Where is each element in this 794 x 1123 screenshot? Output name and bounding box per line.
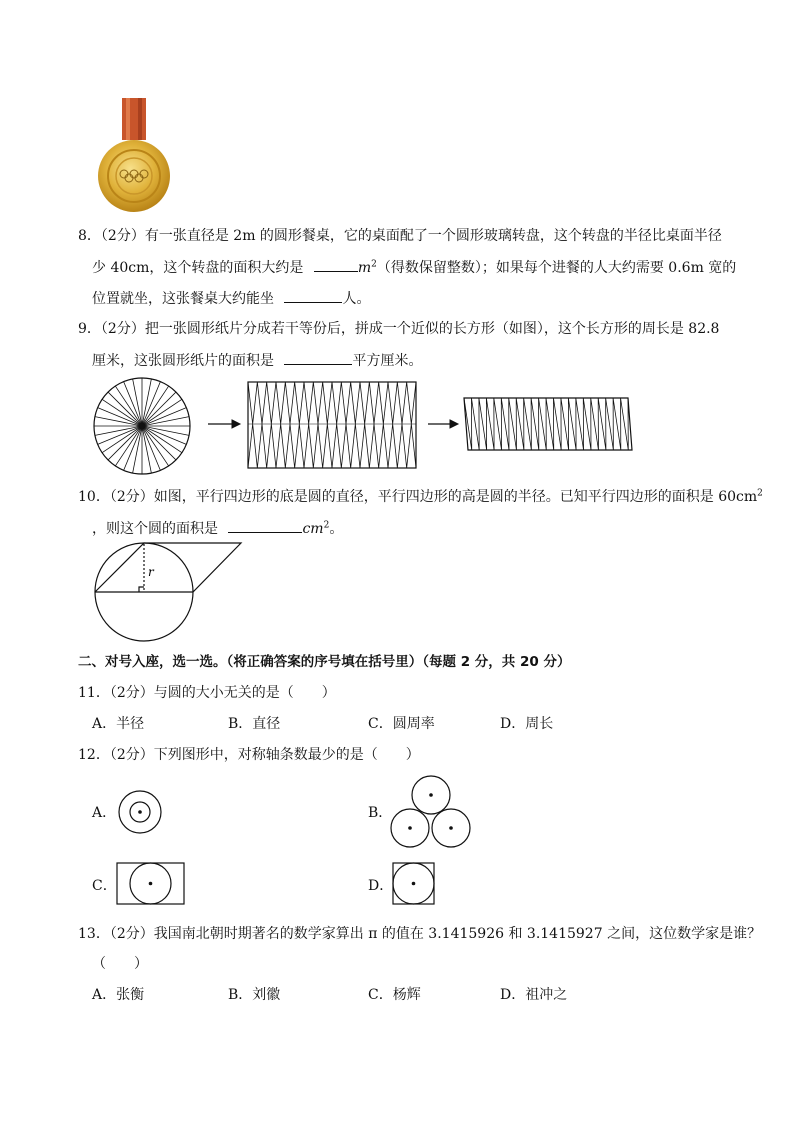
rearranged-parallelogram — [248, 382, 416, 468]
option-d[interactable]: D． — [368, 878, 394, 894]
question-score: （2分） — [109, 489, 154, 505]
option-b[interactable]: B．刘徽 — [228, 987, 281, 1003]
option-a[interactable]: A．张衡 — [92, 987, 145, 1003]
option-a-figure — [118, 790, 164, 836]
question-9-line-1 — [78, 319, 719, 339]
question-8-line-1 — [78, 226, 722, 246]
unit-superscript: 2 — [371, 259, 377, 270]
section-2-title: 二、对号入座，选一选。（将正确答案的序号填在括号里）（每题 2 分，共 20 分） — [78, 654, 571, 670]
circle-to-rectangle-figure — [92, 378, 632, 478]
question-12-stem — [78, 745, 420, 765]
unit-superscript: 2 — [757, 488, 763, 499]
answer-paren[interactable]: （ ） — [92, 956, 148, 972]
question-score: （2分） — [100, 321, 145, 337]
question-text: 。 — [329, 521, 344, 537]
question-10-line-1 — [78, 487, 763, 507]
question-score: （2分） — [109, 926, 154, 942]
unit-text: cm — [302, 521, 324, 537]
question-text: 厘米，这张圆形纸片的面积是 — [92, 353, 274, 369]
question-11-stem — [78, 683, 336, 703]
option-d[interactable]: D．周长 — [500, 716, 554, 732]
option-b[interactable]: B． — [368, 805, 393, 821]
question-text: 与圆的大小无关的是（ ） — [153, 685, 336, 701]
answer-blank[interactable] — [284, 350, 352, 365]
question-8-line-2 — [92, 257, 736, 278]
question-8-line-3 — [92, 288, 370, 309]
unit-text: m — [357, 260, 372, 276]
option-a[interactable]: A． — [92, 805, 117, 821]
question-13-stem — [78, 924, 761, 944]
option-c[interactable]: C．圆周率 — [368, 716, 435, 732]
question-text: ，则这个圆的面积是 — [92, 521, 218, 537]
question-10-line-2 — [92, 518, 343, 539]
option-a[interactable]: A．半径 — [92, 716, 145, 732]
arrow-icon — [208, 420, 240, 428]
question-text: 如图，平行四边形的底是圆的直径，平行四边形的高是圆的半径。已知平行四边形的面积是 60cm — [153, 489, 758, 505]
answer-blank[interactable] — [284, 288, 342, 303]
option-d[interactable]: D．祖冲之 — [500, 987, 568, 1003]
option-b[interactable]: B．直径 — [228, 716, 281, 732]
question-text: 我国南北朝时期著名的数学家算出 π 的值在 3.1415926 和 3.1415927 之间，这位数学家是谁？ — [153, 926, 762, 942]
option-c[interactable]: C． — [92, 878, 117, 894]
question-number: 13． — [78, 926, 110, 942]
question-text: 下列图形中，对称轴条数最少的是（ ） — [153, 747, 420, 763]
question-text: （得数保留整数）；如果每个进餐的人大约需要 0.6m 宽的 — [376, 260, 737, 276]
option-b-figure — [390, 775, 472, 849]
question-9-line-2 — [92, 350, 422, 371]
arrow-icon — [428, 420, 458, 428]
question-text: 位置就坐，这张餐桌大约能坐 — [92, 291, 274, 307]
answer-blank[interactable] — [314, 257, 358, 272]
question-text: 少 40cm，这个转盘的面积大约是 — [92, 260, 304, 276]
circle-parallelogram-figure — [92, 543, 242, 643]
unit-superscript: 2 — [323, 520, 330, 531]
radius-label: r — [148, 565, 154, 579]
question-text: 平方厘米。 — [352, 353, 423, 369]
question-text: 人。 — [342, 291, 371, 307]
question-number: 9． — [78, 321, 101, 337]
question-number: 11． — [78, 685, 110, 701]
question-score: （2分） — [109, 747, 154, 763]
question-number: 8． — [78, 228, 101, 244]
approximate-rectangle — [464, 398, 632, 450]
question-number: 10． — [78, 489, 110, 505]
divided-circle — [94, 378, 190, 474]
option-c-figure — [116, 862, 186, 906]
question-score: （2分） — [100, 228, 145, 244]
question-score: （2分） — [109, 685, 154, 701]
answer-blank[interactable] — [228, 518, 302, 533]
option-c[interactable]: C．杨辉 — [368, 987, 421, 1003]
question-text: 把一张圆形纸片分成若干等份后，拼成一个近似的长方形（如图），这个长方形的周长是 82.8 — [144, 321, 720, 337]
question-number: 12． — [78, 747, 110, 763]
option-d-figure — [392, 862, 436, 906]
question-text: 有一张直径是 2m 的圆形餐桌，它的桌面配了一个圆形玻璃转盘，这个转盘的半径比桌面半径 — [144, 228, 722, 244]
gold-medal-icon — [96, 96, 174, 214]
